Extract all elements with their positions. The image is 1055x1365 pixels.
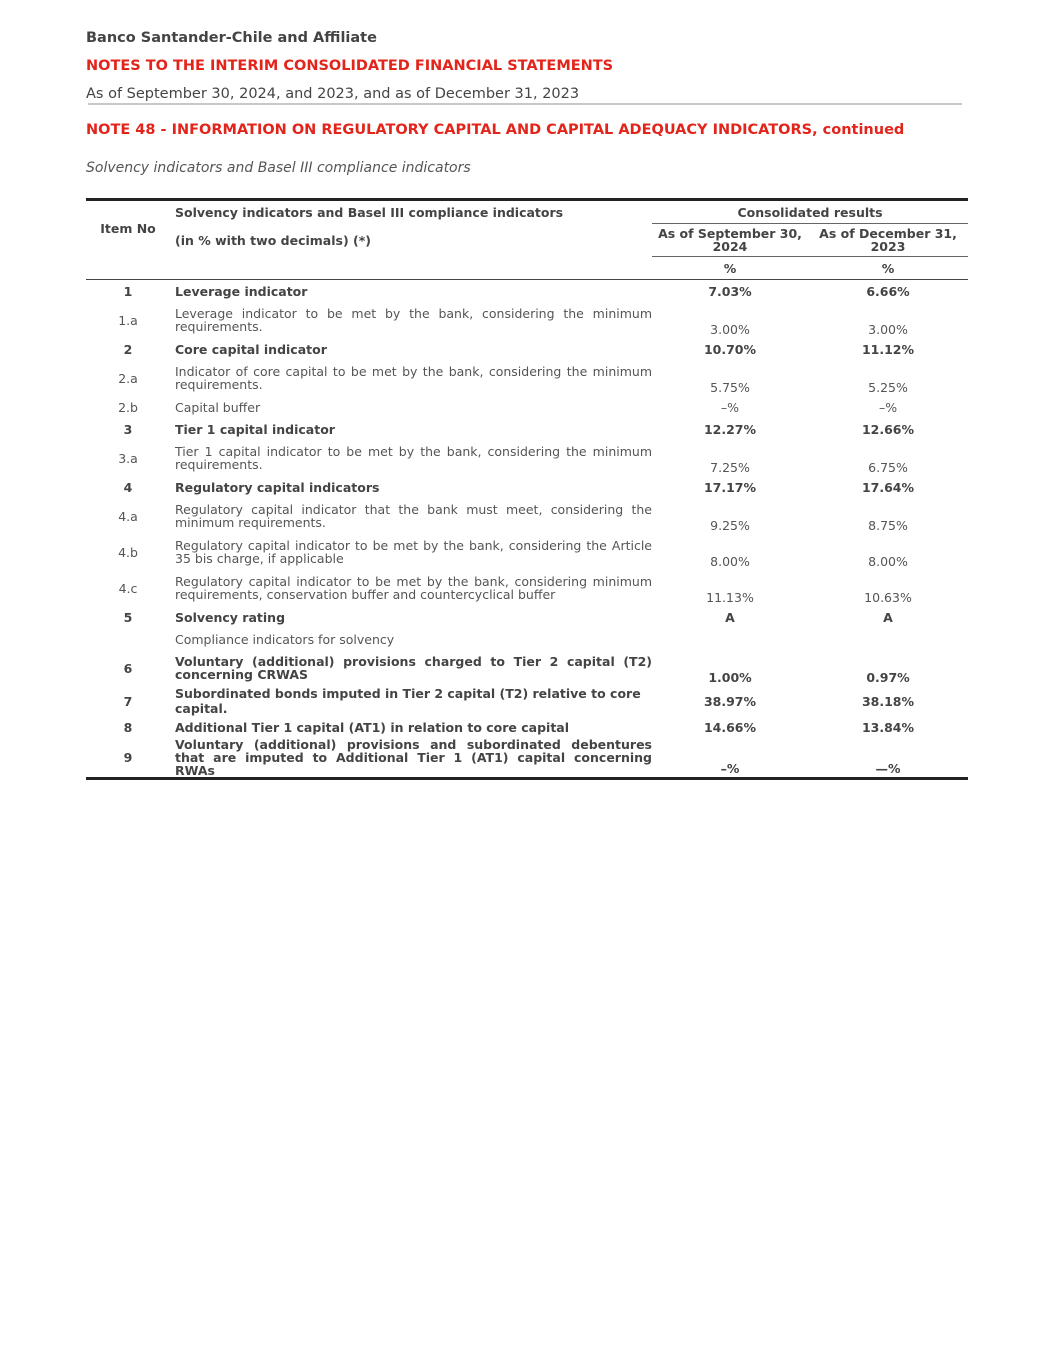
row-section-label: Compliance indicators for solvency: [175, 631, 395, 647]
header-blank: [86, 257, 170, 280]
row-value-sep-2024: A: [725, 609, 735, 625]
row-value-sep-2024: 14.66%: [703, 719, 757, 735]
header-unit-dec: %: [808, 257, 968, 280]
row-description: Voluntary (additional) provisions and subordinated debentures that are imputed to Additional Tier 1 (AT1) capital concerning RWAs: [170, 738, 652, 779]
row-value-sep-2024: 7.25%: [710, 460, 750, 475]
row-description: Subordinated bonds imputed in Tier 2 capital (T2) relative to core capital.: [175, 686, 641, 716]
table-subtitle: Solvency indicators and Basel III compliance indicators: [86, 160, 471, 176]
table-row: [86, 716, 968, 738]
row-value-dec-2023: A: [883, 609, 893, 625]
row-value-sep-2024: 17.17%: [703, 479, 757, 495]
row-item: 2: [123, 341, 133, 357]
row-value-sep-2024: –%: [720, 399, 740, 415]
header-blank: [170, 257, 652, 280]
row-description: Capital buffer: [175, 399, 261, 415]
row-value-sep-2024: 7.03%: [708, 283, 752, 299]
header-divider: [88, 103, 962, 105]
table-row: [86, 606, 968, 628]
table-row: [86, 570, 968, 606]
company-name: Banco Santander-Chile and Affiliate: [86, 30, 377, 46]
row-item: 4.b: [118, 544, 138, 560]
table-row: [86, 338, 968, 360]
row-item: 1.a: [118, 312, 138, 328]
row-description: Regulatory capital indicators: [175, 479, 380, 495]
header-col-dec-2023: As of December 31, 2023: [808, 224, 968, 257]
row-value-dec-2023: 12.66%: [861, 421, 915, 437]
row-description: Additional Tier 1 capital (AT1) in relation to core capital: [175, 719, 570, 735]
row-value-dec-2023: 3.00%: [868, 322, 908, 337]
row-value-dec-2023: –%: [878, 399, 898, 415]
row-value-dec-2023: 10.63%: [864, 590, 912, 605]
row-item: 9: [86, 738, 170, 779]
row-value-dec-2023: [808, 628, 968, 650]
table-row: [86, 418, 968, 440]
row-value-sep-2024: 10.70%: [703, 341, 757, 357]
header-unit-sep: %: [652, 257, 808, 280]
row-value-sep-2024: –%: [652, 738, 808, 779]
row-description: Core capital indicator: [175, 341, 327, 357]
row-description: Regulatory capital indicator to be met by the bank, considering minimum requirements, conservation buffer and countercyclical buffer: [175, 574, 652, 602]
row-item: 5: [123, 609, 133, 625]
header-desc-2: (in % with two decimals) (*): [175, 232, 371, 248]
header-item-no: Item No: [86, 200, 170, 257]
row-value-sep-2024: 5.75%: [710, 380, 750, 395]
row-description: Tier 1 capital indicator: [175, 421, 335, 437]
table-row: [86, 534, 968, 570]
row-value-sep-2024: 38.97%: [703, 693, 757, 709]
table-row: [86, 738, 968, 779]
row-item: 4.a: [118, 508, 138, 524]
table-row: [86, 396, 968, 418]
row-value-sep-2024: 11.13%: [706, 590, 754, 605]
row-value-sep-2024: 12.27%: [703, 421, 757, 437]
table-row: [86, 476, 968, 498]
row-value-sep-2024: 1.00%: [708, 670, 752, 685]
row-description: Voluntary (additional) provisions charged to Tier 2 capital (T2) concerning CRWAS: [175, 654, 652, 682]
row-value-dec-2023: 17.64%: [861, 479, 915, 495]
row-value-dec-2023: 5.25%: [868, 380, 908, 395]
table-row: [86, 650, 968, 686]
row-description: Leverage indicator: [175, 283, 308, 299]
row-item: 1: [123, 283, 133, 299]
table-row: [86, 498, 968, 534]
row-value-dec-2023: 11.12%: [861, 341, 915, 357]
row-value-dec-2023: 6.75%: [868, 460, 908, 475]
row-item: 4: [123, 479, 133, 495]
row-item: 4.c: [118, 580, 138, 596]
row-value-dec-2023: —%: [808, 738, 968, 779]
row-value-sep-2024: 8.00%: [710, 554, 750, 569]
row-description: Solvency rating: [175, 609, 286, 625]
reporting-period: As of September 30, 2024, and 2023, and as of December 31, 2023: [86, 86, 580, 102]
table-row: [86, 440, 968, 476]
notes-title: NOTES TO THE INTERIM CONSOLIDATED FINANCIAL STATEMENTS: [86, 58, 614, 74]
row-description: Leverage indicator to be met by the bank, considering the minimum requirements.: [175, 306, 652, 334]
header-col-sep-2024: As of September 30, 2024: [652, 224, 808, 257]
row-item: 2.b: [118, 399, 138, 415]
row-value-dec-2023: 6.66%: [866, 283, 910, 299]
table-row: [86, 360, 968, 396]
row-value-dec-2023: 0.97%: [866, 670, 910, 685]
row-item: 3: [123, 421, 133, 437]
row-item: 2.a: [118, 370, 138, 386]
note-title: NOTE 48 - INFORMATION ON REGULATORY CAPITAL AND CAPITAL ADEQUACY INDICATORS, continued: [86, 122, 905, 138]
row-description: Tier 1 capital indicator to be met by the bank, considering the minimum requirements.: [175, 444, 652, 472]
solvency-table: [86, 198, 968, 780]
row-description: Regulatory capital indicator to be met by the bank, considering the Article 35 bis charge, if applicable: [175, 538, 652, 566]
header-group-label: Consolidated results: [652, 200, 968, 224]
row-description: Regulatory capital indicator that the bank must meet, considering the minimum requirements.: [175, 502, 652, 530]
row-item: [86, 628, 170, 650]
row-value-dec-2023: 13.84%: [861, 719, 915, 735]
table-row: [86, 302, 968, 338]
row-value-sep-2024: [652, 628, 808, 650]
row-value-dec-2023: 38.18%: [861, 693, 915, 709]
table-row: [86, 628, 968, 650]
row-description: Indicator of core capital to be met by the bank, considering the minimum requirements.: [175, 364, 652, 392]
table-row: [86, 280, 968, 303]
row-value-dec-2023: 8.00%: [868, 554, 908, 569]
row-value-sep-2024: 3.00%: [710, 322, 750, 337]
row-value-dec-2023: 8.75%: [868, 518, 908, 533]
row-value-sep-2024: 9.25%: [710, 518, 750, 533]
row-item: 7: [123, 693, 133, 709]
row-item: 8: [123, 719, 133, 735]
table-row: [86, 686, 968, 716]
row-item: 3.a: [118, 450, 138, 466]
header-desc-1: Solvency indicators and Basel III compliance indicators: [170, 200, 652, 224]
row-item: 6: [123, 660, 133, 676]
